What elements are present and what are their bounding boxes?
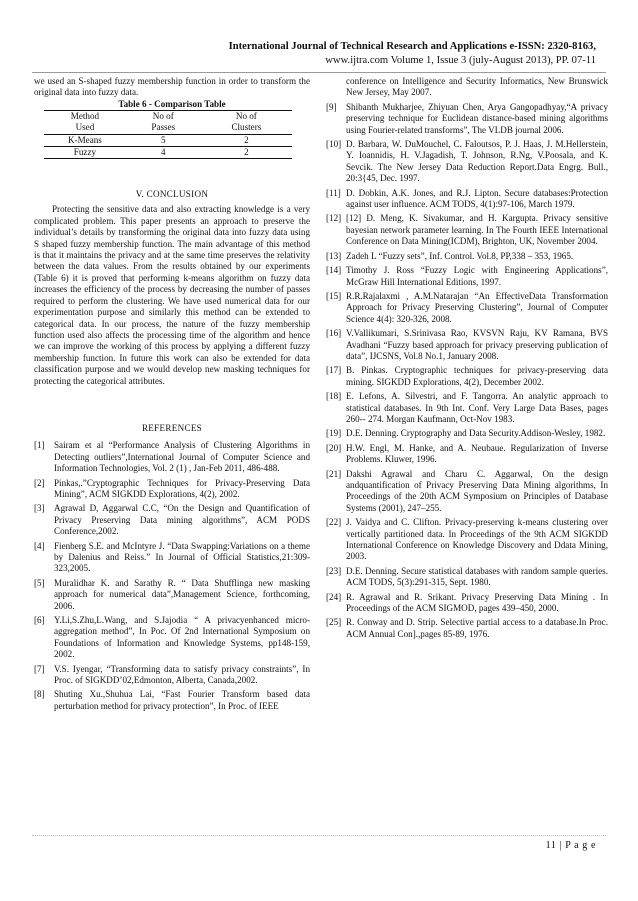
reference-item: [34, 578, 310, 612]
reference-item: [34, 664, 310, 687]
reference-number: [25]: [326, 617, 342, 628]
table-header-cell: Clusters: [201, 122, 292, 134]
references-heading: REFERENCES: [141, 422, 203, 433]
reference-number: [8]: [34, 689, 45, 700]
reference-text: D.E. Denning. Cryptography and Data Security.Addison-Wesley, 1982.: [346, 428, 606, 439]
reference-number: [16]: [326, 328, 342, 339]
reference-item: [34, 440, 310, 474]
reference-item: [326, 566, 608, 589]
reference-item: [326, 251, 608, 262]
right-column: [326, 76, 608, 643]
reference-continuation: [326, 76, 608, 99]
reference-item: [326, 517, 608, 563]
reference-item: [326, 188, 608, 211]
reference-text: Pinkas,.”Cryptographic Techniques for Privacy-Preserving Data Mining”, ACM SIGKDD Explorations, 4(2), 2002.: [54, 477, 310, 499]
table-caption: Table 6 - Comparison Table: [118, 98, 226, 109]
reference-number: [13]: [326, 250, 342, 261]
table-header-cell: Method: [44, 111, 126, 123]
header-rule: [32, 72, 606, 73]
reference-number: [4]: [34, 540, 45, 551]
reference-text: D. Dobkin, A.K. Jones, and R.J. Lipton. Secure databases:Protection against user influence. ACM TODS, 4(1):97-106, March 1979.: [346, 187, 608, 210]
reference-text: [12] D. Meng, K. Sivakumar, and H. Kargupta. Privacy sensitive bayesian network parameter learning. In The Fourth IEEE International Conference on Data Mining(ICDM), Brighton, UK, November 2004.: [346, 213, 608, 247]
journal-title: International Journal of Technical Research and Applications e-ISSN: 2320-8163,: [228, 41, 596, 52]
table-cell: 2: [201, 146, 292, 158]
table-cell: 4: [126, 146, 201, 158]
reference-item: [326, 291, 608, 325]
reference-item: [34, 503, 310, 537]
reference-text: Agrawal D, Aggarwal C.C, “On the Design and Quantification of Privacy Preserving Data mining algorithms”, ACM PODS Conference,2002.: [54, 503, 310, 537]
intro-paragraph: we used an S-shaped fuzzy membership function in order to transform the original data into fuzzy data.: [34, 76, 310, 98]
journal-issue: www.ijtra.com Volume 1, Issue 3 (july-August 2013), PP. 07-11: [325, 55, 596, 66]
reference-text: V.Vallikumari, S.Srinivasa Rao, KVSVN Raju, KV Ramana, BVS Avadhani “Fuzzy based approach for privacy preserving publication of data”, IJCSNS, Vol.8 No.1, January 2008.: [346, 328, 608, 361]
reference-number: [24]: [326, 591, 342, 602]
reference-number: [3]: [34, 503, 45, 514]
reference-item: [34, 541, 310, 575]
reference-number: [15]: [326, 290, 342, 301]
reference-text: Muralidhar K. and Sarathy R. “ Data Shufflinga new masking approach for numerical data”,Management Science, forthcoming, 2006.: [54, 577, 310, 611]
reference-text: D.E. Denning. Secure statistical databases with random sample queries. ACM TODS, 5(3):291-315, Sept. 1980.: [346, 565, 608, 588]
reference-item: [34, 689, 310, 712]
table-cell: 2: [201, 134, 292, 146]
reference-text: Dakshi Agrawal and Charu C. Aggarwal, On the design andquantification of Privacy Preserving Data Mining algorithms, In Proceedings of the 20th ACM Symposium on Principles of Database Systems (2001), 247–255.: [346, 468, 608, 513]
reference-text: B. Pinkas. Cryptographic techniques for privacy-preserving data mining. SIGKDD Explorations, 4(2), December 2002.: [346, 365, 608, 387]
left-column: [34, 76, 310, 715]
reference-item: [326, 139, 608, 185]
journal-header: [126, 40, 596, 68]
table-header-row: [44, 111, 292, 123]
reference-item: [326, 213, 608, 247]
reference-text: H.W. Engl, M. Hanke, and A. Neubaue. Regularization of Inverse Problems. Kluwer, 1996.: [346, 442, 608, 465]
reference-text: Shuting Xu.,Shuhua Lai, “Fast Fourier Transform based data perturbation method for privacy protection”, In Proc. of IEEE: [54, 689, 310, 711]
reference-number: [21]: [326, 468, 342, 479]
reference-item: [326, 265, 608, 288]
reference-number: [2]: [34, 477, 45, 488]
reference-number: [1]: [34, 440, 45, 451]
reference-text: Timothy J. Ross “Fuzzy Logic with Engineering Applications”, McGraw Hill International Editions, 1997.: [346, 265, 608, 287]
reference-number: [7]: [34, 663, 45, 674]
reference-text: E. Lefons, A. Silvestri, and F. Tangorra. An analytic approach to statistical databases. In 9th Int. Conf. Very Large Data Bases, pages 260-- 274. Morgan Kaufmann, Oct-Nov 1983.: [346, 391, 608, 424]
reference-number: [18]: [326, 391, 342, 402]
page-number: 11 | P a g e: [545, 840, 596, 851]
reference-number: [22]: [326, 517, 342, 528]
table-header-cell: Used: [44, 122, 126, 134]
reference-item: [326, 365, 608, 388]
reference-number: [11]: [326, 187, 341, 198]
reference-text: Fienberg S.E. and McIntyre J. “Data Swapping:Variations on a theme by Dalenius and Reiss.” In Journal of Official Statistics,21:309-323,2005.: [54, 540, 310, 574]
reference-number: [6]: [34, 615, 45, 626]
reference-item: [326, 443, 608, 466]
reference-text: J. Vaidya and C. Clifton. Privacy-preserving k-means clustering over vertically partitioned data. In Proceedings of the 9th ACM SIGKDD International Conference on Knowledge Discovery and Ddata Mining, 2003.: [346, 517, 608, 562]
reference-item: [326, 102, 608, 136]
reference-text: Shibanth Mukharjee, Zhiyuan Chen, Arya Gangopadhyay,“A privacy preserving technique for Euclidean distance-based mining algorithms using Fourier-related transforms”, The VLDB journal 2006.: [346, 101, 608, 135]
reference-item: [326, 328, 608, 362]
reference-item: [34, 478, 310, 501]
table-header-row: [44, 122, 292, 134]
comparison-table: [44, 110, 292, 159]
reference-number: [9]: [326, 101, 337, 112]
reference-text: Y.Li,S.Zhu,L.Wang, and S.Jajodia “ A privacyenhanced micro-aggregation method”, In Poc. Of 2nd International Symposium on Foundations of Information and Knowledge Systems, pp148-159, 2002.: [54, 615, 310, 660]
reference-number: [23]: [326, 565, 342, 576]
reference-text: D. Barbara, W. DuMouchel, C. Faloutsos, P. J. Haas, J. M.Hellerstein, Y. Ioannidis, H. V.Jagadish, T. Johnson, R.Ng, V.Poosala, and K. Sevcik. The New Jersey Data Reduction Report.Data Engrg. Bull., 20:3{45, Dec. 1997.: [346, 139, 608, 184]
reference-number: [19]: [326, 428, 342, 439]
reference-text: conference on Intelligence and Security Informatics, New Brunswick New Jersey, May 2007.: [346, 76, 608, 98]
reference-item: [326, 391, 608, 425]
reference-text: Sairam et al “Performance Analysis of Clustering Algorithms in Detecting outliers”,International Journal of Computer Science and Information Technologies, Vol. 2 (1) , Jan-Feb 2011, 486-488.: [54, 440, 310, 474]
reference-item: [34, 615, 310, 661]
reference-item: [326, 469, 608, 515]
conclusion-paragraph: Protecting the sensitive data and also extracting knowledge is a very complicated problem. This paper presents an approach to preserve the individual’s details by transforming the original data into fuzzy data using S shaped fuzzy membership function. The main advantage of this method is that it maintains the privacy and at the same time preserves the relativity between the data values. From the results obtained by our experiments (Table 6) it is proved that performing k-means algorithm on fuzzy data increases the efficiency of the process by decreasing the number of passes required to perform the clustering. We have used numerical data for our experimentation purpose and similarly this method can be extended to categorical data. In our process, the nature of the fuzzy membership function used also affects the processing time of the algorithm and hence we can improve the working of this process by applying a different fuzzy membership function. In future this work can also be extended for data classification purpose and we would develop new masking techniques for protecting the categorical attributes.: [34, 204, 310, 386]
section-heading: V. CONCLUSION: [135, 189, 209, 200]
reference-list-left: [34, 440, 310, 712]
reference-number: [10]: [326, 139, 342, 150]
table-row: [44, 146, 292, 158]
reference-number: [5]: [34, 577, 45, 588]
reference-number: [14]: [326, 265, 342, 276]
reference-text: R.R.Rajalaxmi , A.M.Natarajan “An EffectiveData Transformation Approach for Privacy Preserving Clustering”, Journal of Computer Science 4(4): 320-326, 2008.: [346, 290, 608, 324]
reference-item: [326, 428, 608, 439]
table-cell: 5: [126, 134, 201, 146]
reference-number: [12]: [326, 213, 342, 224]
table-header-cell: Passes: [126, 122, 201, 134]
reference-number: [17]: [326, 365, 342, 376]
reference-text: R. Agrawal and R. Srikant. Privacy Preserving Data Mining . In Proceedings of the ACM SIGMOD, pages 439–450, 2000.: [346, 591, 608, 614]
reference-text: V.S. Iyengar, “Transforming data to satisfy privacy constraints”, In Proc. of SIGKDD’02,Edmonton, Alberta, Canada,2002.: [54, 663, 310, 686]
reference-number: [20]: [326, 442, 342, 453]
reference-text: Zadeh L “Fuzzy sets”, Inf. Control. Vol.8, PP,338 – 353, 1965.: [346, 250, 574, 261]
reference-item: [326, 592, 608, 615]
table-header-cell: No of: [126, 111, 201, 123]
reference-text: R. Conway and D. Strip. Selective partial access to a database.In Proc. ACM Annual Con].,pages 85-89, 1976.: [346, 617, 608, 639]
table-header-cell: No of: [201, 111, 292, 123]
table-row: [44, 134, 292, 146]
table-cell: Fuzzy: [44, 146, 126, 158]
footer-rule: [32, 835, 606, 836]
table-cell: K-Means: [44, 134, 126, 146]
reference-item: [326, 617, 608, 640]
